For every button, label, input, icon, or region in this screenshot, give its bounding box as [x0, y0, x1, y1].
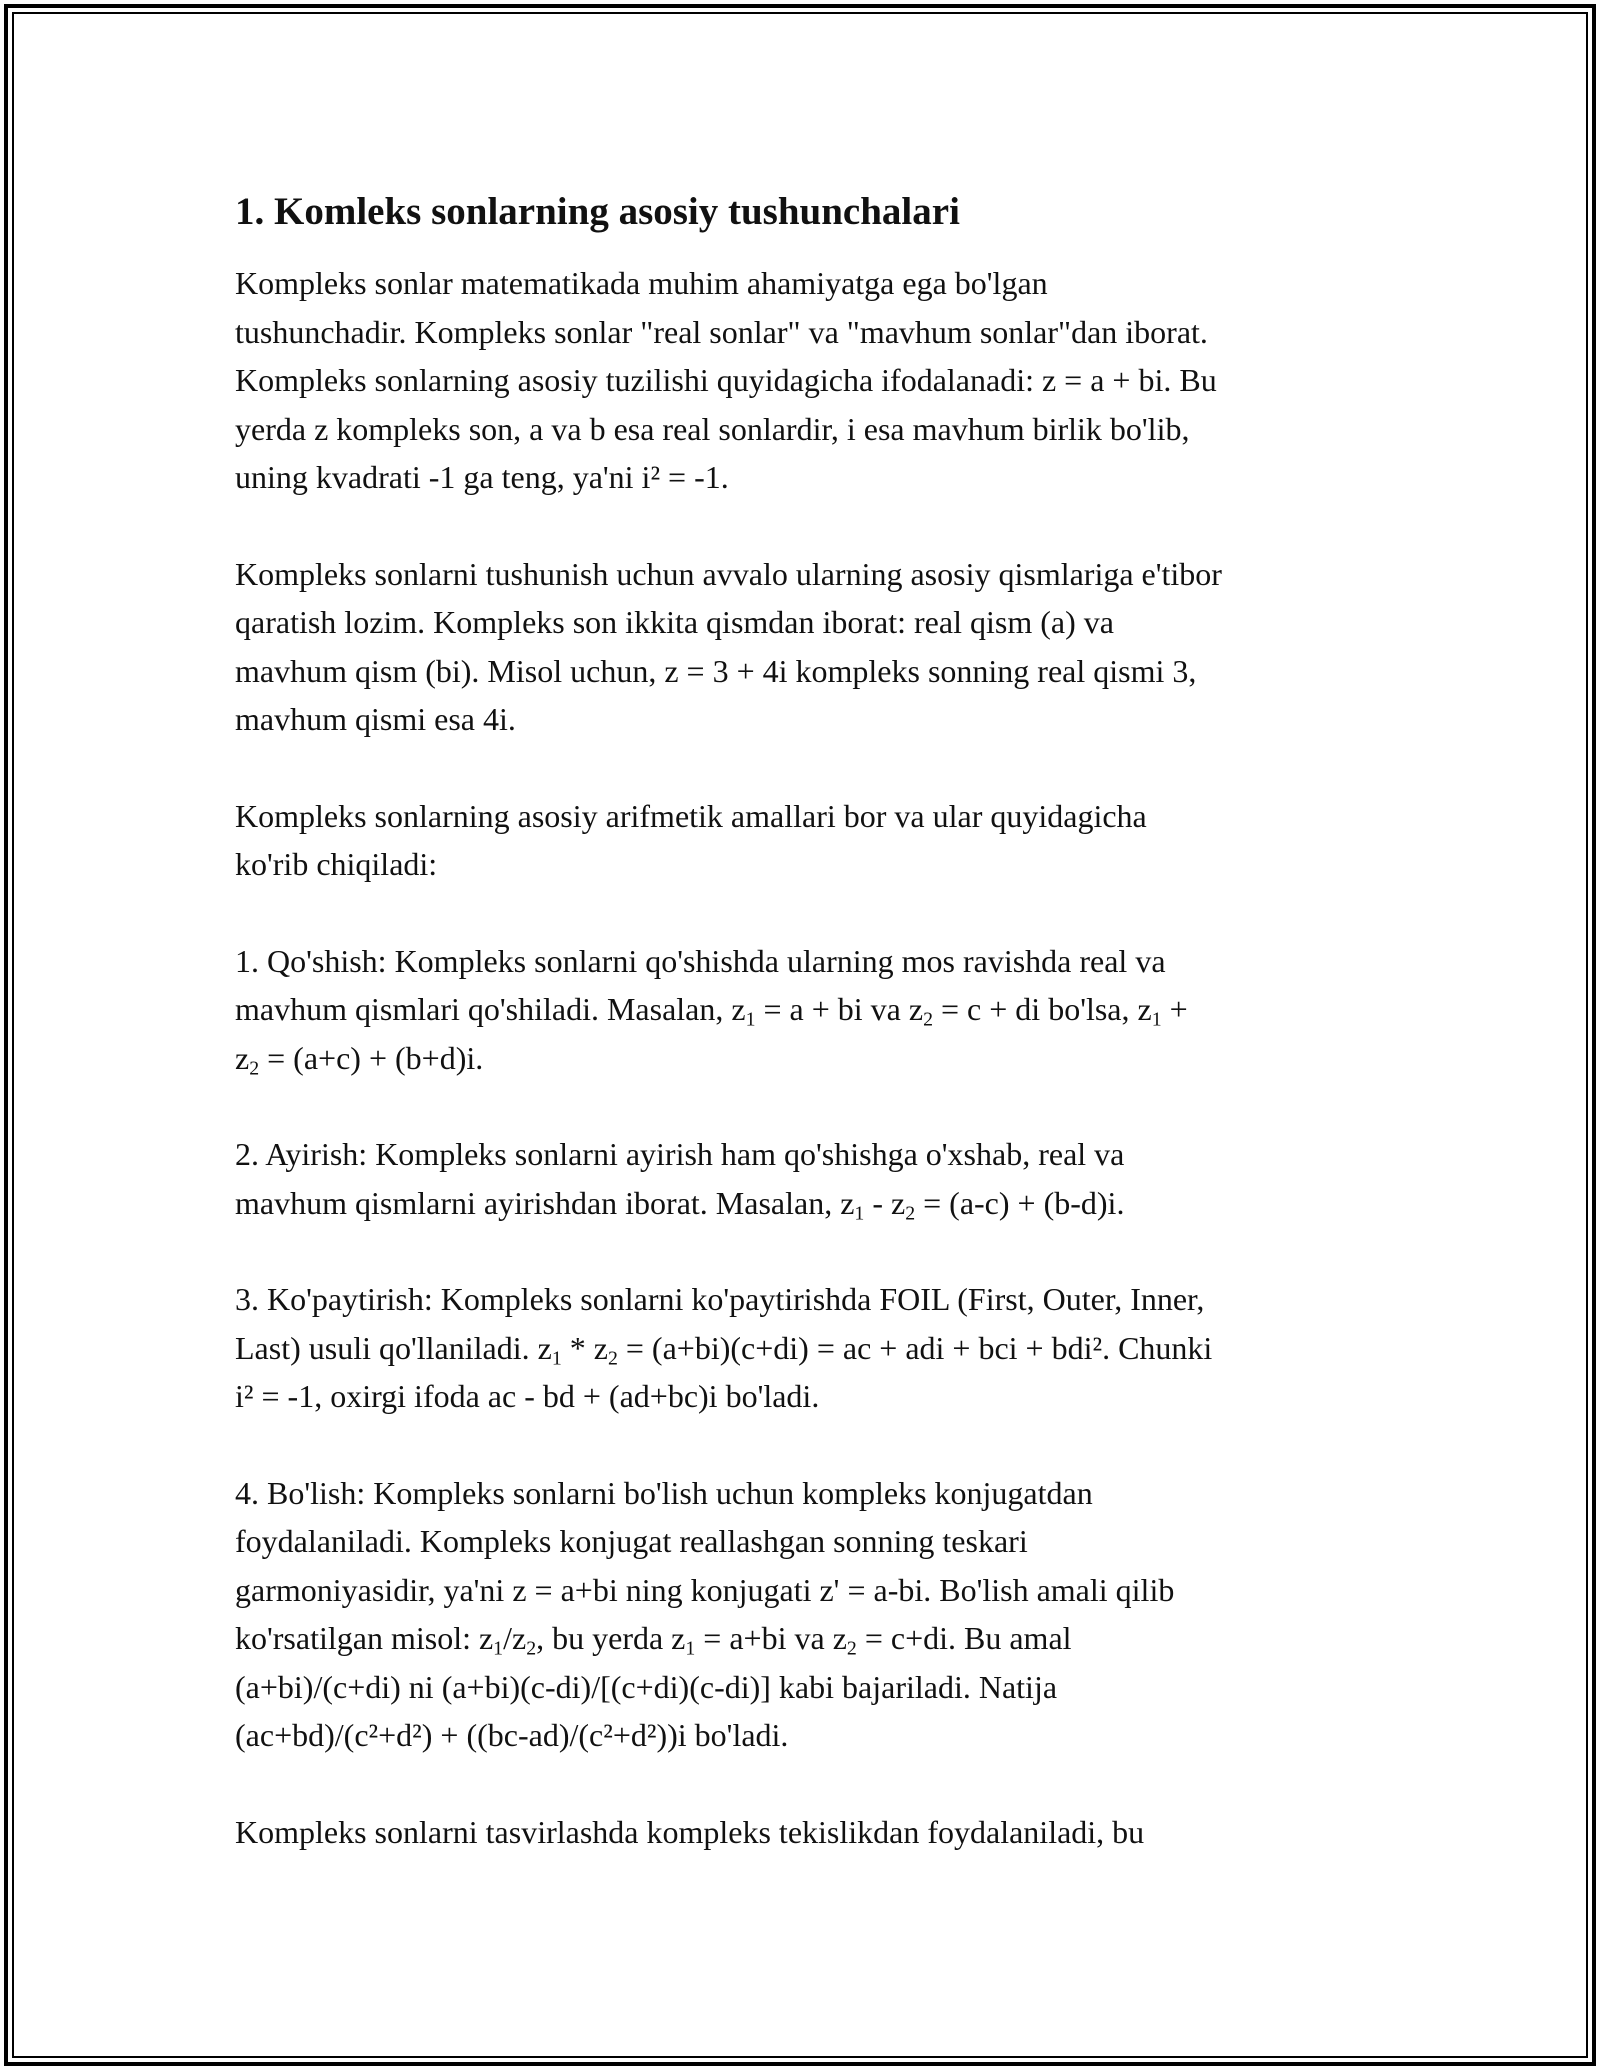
text-line: mavhum qismi esa 4i. [235, 701, 516, 737]
paragraph-closing [235, 1808, 1375, 1857]
subscript: 1 [745, 1008, 756, 1031]
text-fragment: , bu yerda z [536, 1620, 686, 1656]
subscript: 1 [551, 1347, 562, 1370]
section-heading: 1. Komleks sonlarning asosiy tushunchalari [235, 190, 960, 233]
subscript: 2 [905, 1202, 916, 1225]
text-line: garmoniyasidir, ya'ni z = a+bi ning konjugati z' = a-bi. Bo'lish amali qilib [235, 1571, 1175, 1608]
text-fragment: Last) usuli qo'llaniladi. z [235, 1329, 552, 1366]
text-line: 3. Ko'paytirish: Kompleks sonlarni ko'paytirishda FOIL (First, Outer, Inner, [235, 1281, 1205, 1317]
text-line: Kompleks sonlarning asosiy tuzilishi quyidagicha ifodalanadi: z = a + bi. Bu [235, 362, 1217, 398]
text-fragment: = c + di bo'lsa, z [933, 991, 1152, 1027]
text-fragment: z [235, 1039, 250, 1076]
text-fragment: = a+bi va z [695, 1620, 847, 1656]
paragraph-addition [235, 937, 1375, 1083]
text-fragment: = a + bi va z [755, 991, 924, 1027]
subscript: 1 [493, 1637, 504, 1660]
text-line: Kompleks sonlarni tasvirlashda kompleks tekislikdan foydalaniladi, bu [235, 1813, 1145, 1850]
text-line: (ac+bd)/(c²+d²) + ((bc-ad)/(c²+d²))i bo'ladi. [235, 1717, 789, 1753]
text-line: ko'rib chiqiladi: [235, 846, 438, 882]
text-line: qaratish lozim. Kompleks son ikkita qismdan iborat: real qism (a) va [235, 604, 1114, 640]
text-line: (a+bi)/(c+di) ni (a+bi)(c-di)/[(c+di)(c-di)] kabi bajariladi. Natija [235, 1668, 1058, 1705]
text-fragment: - z [864, 1184, 906, 1221]
subscript: 2 [846, 1637, 857, 1660]
subscript: 2 [249, 1057, 260, 1080]
text-line: 1. Qo'shish: Kompleks sonlarni qo'shishda ularning mos ravishda real va [235, 942, 1166, 979]
subscript: 1 [1151, 1008, 1162, 1031]
text-fragment: * z [561, 1329, 608, 1366]
text-line: Kompleks sonlar matematikada muhim ahamiyatga ega bo'lgan [235, 265, 1048, 301]
paragraph-parts [235, 550, 1375, 744]
text-line: tushunchadir. Kompleks sonlar "real sonlar" va "mavhum sonlar"dan iborat. [235, 313, 1208, 350]
paragraph-intro [235, 259, 1375, 502]
text-fragment: mavhum qismlari qo'shiladi. Masalan, z [235, 991, 746, 1027]
subscript: 1 [685, 1637, 696, 1660]
paragraph-subtraction [235, 1130, 1375, 1227]
text-line: 2. Ayirish: Kompleks sonlarni ayirish ham qo'shishga o'xshab, real va [235, 1136, 1125, 1172]
text-fragment: /z [503, 1620, 527, 1656]
document-body [235, 185, 1375, 1904]
text-line: Kompleks sonlarni tushunish uchun avvalo ularning asosiy qismlariga e'tibor [235, 555, 1222, 592]
text-fragment: = (a+c) + (b+d)i. [259, 1039, 484, 1076]
text-fragment: = c+di. Bu amal [856, 1620, 1072, 1656]
subscript: 2 [607, 1347, 618, 1370]
text-fragment: + [1161, 991, 1188, 1027]
text-line: mavhum qism (bi). Misol uchun, z = 3 + 4i kompleks sonning real qismi 3, [235, 652, 1197, 689]
text-line: foydalaniladi. Kompleks konjugat reallashgan sonning teskari [235, 1523, 1028, 1559]
subscript: 1 [854, 1202, 865, 1225]
paragraph-division [235, 1469, 1375, 1760]
text-fragment: ko'rsatilgan misol: z [235, 1620, 494, 1656]
subscript: 2 [526, 1637, 537, 1660]
subscript: 2 [923, 1008, 933, 1031]
paragraph-operations-intro [235, 792, 1375, 889]
text-fragment: mavhum qismlarni ayirishdan iborat. Masalan, z [235, 1184, 855, 1221]
text-line: uning kvadrati -1 ga teng, ya'ni i² = -1. [235, 459, 729, 495]
text-fragment: = (a-c) + (b-d)i. [915, 1184, 1125, 1221]
paragraph-multiplication [235, 1275, 1375, 1421]
text-line: yerda z kompleks son, a va b esa real sonlardir, i esa mavhum birlik bo'lib, [235, 410, 1190, 447]
text-line: 4. Bo'lish: Kompleks sonlarni bo'lish uchun kompleks konjugatdan [235, 1474, 1093, 1511]
text-line: Kompleks sonlarning asosiy arifmetik amallari bor va ular quyidagicha [235, 797, 1147, 834]
text-line: i² = -1, oxirgi ifoda ac - bd + (ad+bc)i bo'ladi. [235, 1378, 820, 1414]
text-fragment: = (a+bi)(c+di) = ac + adi + bci + bdi². Chunki [617, 1329, 1213, 1366]
